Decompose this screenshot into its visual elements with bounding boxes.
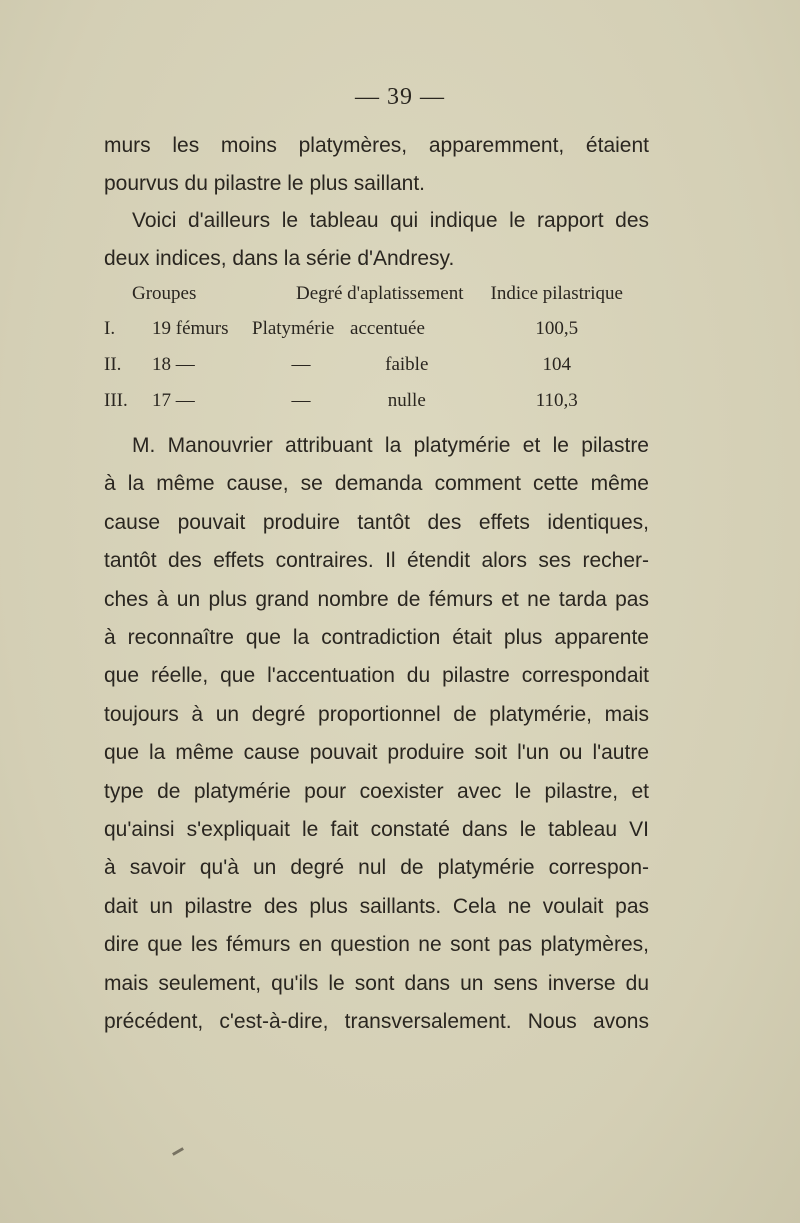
paragraph-3 <box>104 427 649 1042</box>
text-line: pourvus du pilastre le plus saillant. <box>104 172 426 196</box>
text-line: dire que les fémurs en question ne sont pas platymères, <box>104 933 649 957</box>
text-line: mais seulement, qu'ils le sont dans un sens inverse du <box>104 971 649 995</box>
cell-count: 19 fémurs <box>152 318 229 339</box>
text-line: murs les moins platymères, apparemment, étaient <box>104 134 649 157</box>
cell-index: 110,3 <box>535 390 578 411</box>
header-groupes: Groupes <box>132 283 197 304</box>
paragraph-1 <box>104 127 649 204</box>
paragraph-2 <box>104 202 649 279</box>
header-degre: Degré d'aplatissement <box>296 283 464 304</box>
cell-index: 104 <box>542 354 571 375</box>
cell-degree-b: faible <box>385 354 429 375</box>
cell-degree-a: — <box>291 390 311 411</box>
table-row <box>104 311 650 347</box>
text-line: M. Manouvrier attribuant la platymérie et le pilastre <box>132 434 649 457</box>
text-line: précédent, c'est-à-dire, transversalement. Nous avons <box>104 1010 649 1034</box>
text-line: tantôt des effets contraires. Il étendit alors ses recher- <box>104 549 649 573</box>
cell-degree-a: Platymérie <box>252 318 335 339</box>
cell-count: 18 — <box>152 354 195 375</box>
indices-table <box>104 283 650 419</box>
text-line: que la même cause pouvait produire soit l'un ou l'autre <box>104 741 649 765</box>
page-number: — 39 — <box>355 84 445 110</box>
text-line: à reconnaître que la contradiction était plus apparente <box>104 626 649 650</box>
text-line: cause pouvait produire tantôt des effets identiques, <box>104 510 649 534</box>
table-row <box>104 347 650 383</box>
cell-count: 17 — <box>152 390 195 411</box>
header-indice: Indice pilastrique <box>490 283 623 304</box>
text-line: que réelle, que l'accentuation du pilastre correspondait <box>104 664 649 688</box>
text-line: toujours à un degré proportionnel de platymérie, mais <box>104 702 649 726</box>
text-line: ches à un plus grand nombre de fémurs et ne tarda pas <box>104 587 649 611</box>
cell-degree-a: — <box>291 354 311 375</box>
cell-index: 100,5 <box>535 318 579 339</box>
text-line: deux indices, dans la série d'Andresy. <box>104 247 455 271</box>
cell-degree-b: nulle <box>387 390 426 411</box>
cell-degree-b: accentuée <box>350 318 425 339</box>
cell-group: III. <box>104 390 128 411</box>
text-line: Voici d'ailleurs le tableau qui indique le rapport des <box>132 209 649 232</box>
text-line: à savoir qu'à un degré nul de platymérie correspon- <box>104 856 649 880</box>
text-line: qu'ainsi s'expliquait le fait constaté dans le tableau VI <box>104 818 649 842</box>
table-row <box>104 383 650 419</box>
text-line: type de platymérie pour coexister avec le pilastre, et <box>104 779 649 803</box>
cell-group: II. <box>104 354 122 375</box>
text-line: à la même cause, se demanda comment cette même <box>104 472 649 496</box>
table-header-row <box>104 283 650 311</box>
ink-speck <box>172 1147 184 1156</box>
text-line: dait un pilastre des plus saillants. Cela ne voulait pas <box>104 894 649 918</box>
cell-group: I. <box>104 318 116 339</box>
